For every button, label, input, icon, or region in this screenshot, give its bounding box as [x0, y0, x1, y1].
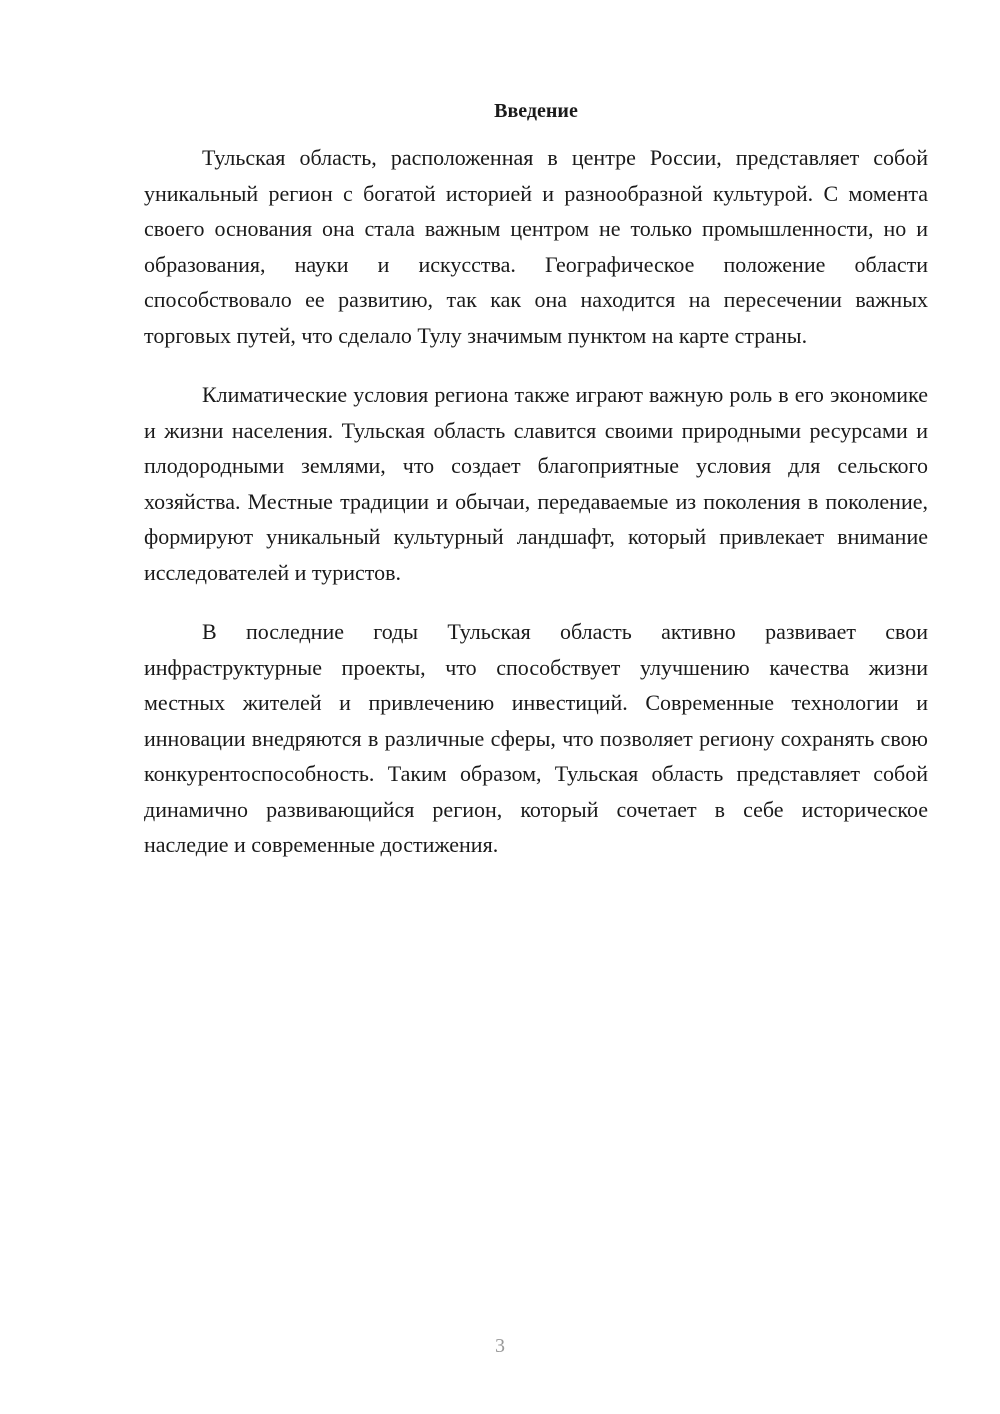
- page-number: 3: [495, 1335, 505, 1357]
- section-heading: Введение: [494, 100, 578, 122]
- paragraph: Тульская область, расположенная в центре России, представляет собой уникальный регион с богатой историей и разнообразной культурой. С момента своего основания она стала важным центром не только промышленности, но и образования, науки и искусства. Географическое положение области способствовало ее развитию, так как она находится на пересечении важных торговых путей, что сделало Тулу значимым пунктом на карте страны.: [144, 145, 928, 348]
- paragraph: В последние годы Тульская область активно развивает свои инфраструктурные проекты, что способствует улучшению качества жизни местных жителей и привлечению инвестиций. Современные технологии и инновации внедряются в различные сферы, что позволяет региону сохранять свою конкурентоспособность. Таким образом, Тульская область представляет собой динамично развивающийся регион, который сочетает в себе историческое наследие и современные достижения.: [144, 619, 928, 857]
- paragraph: Климатические условия региона также играют важную роль в его экономике и жизни населения. Тульская область славится своими природными ресурсами и плодородными землями, что создает благоприятные условия для сельского хозяйства. Местные традиции и обычаи, передаваемые из поколения в поколение, формируют уникальный культурный ландшафт, который привлекает внимание исследователей и туристов.: [144, 382, 928, 585]
- page-content: [144, 96, 928, 887]
